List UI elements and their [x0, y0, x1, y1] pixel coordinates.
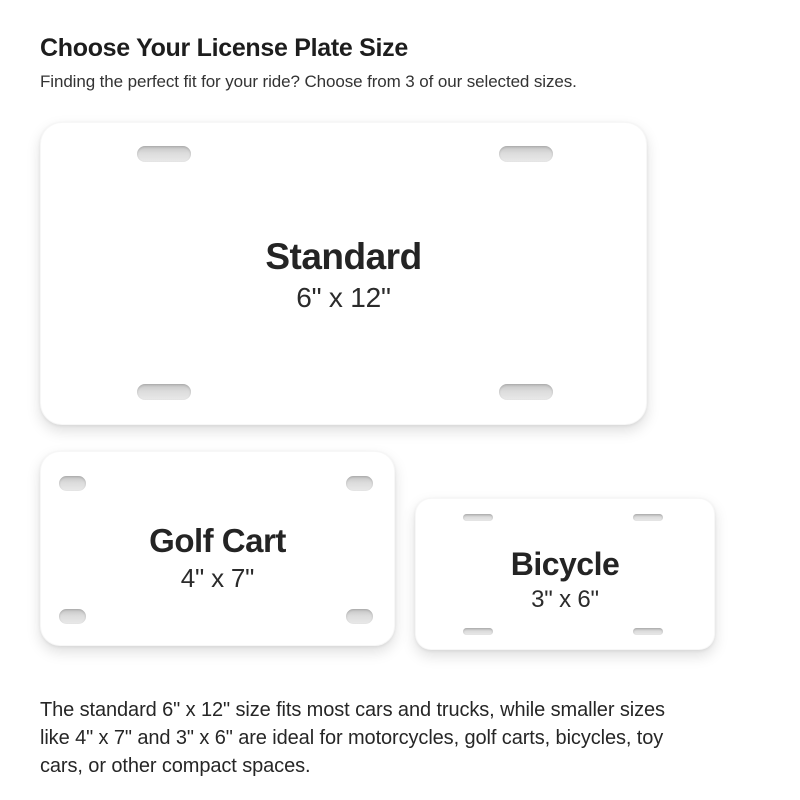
header: [40, 34, 760, 92]
plate-label: [265, 236, 421, 314]
mounting-hole-bottom-left: [59, 609, 86, 624]
description-line-3: cars, or other compact spaces.: [40, 755, 311, 777]
mounting-hole-bottom-right: [499, 384, 553, 400]
mounting-hole-bottom-left: [137, 384, 191, 400]
page-subtitle: Finding the perfect fit for your ride? Choose from 3 of our selected sizes.: [40, 72, 577, 91]
plate-size: 3" x 6": [531, 585, 599, 613]
mounting-hole-bottom-right: [633, 628, 663, 635]
plate-card-bicycle[interactable]: [415, 498, 715, 650]
mounting-hole-top-right: [499, 146, 553, 162]
plate-size: 6" x 12": [296, 281, 391, 313]
plate-name: Standard: [265, 236, 422, 278]
page-title: Choose Your License Plate Size: [40, 34, 408, 62]
plate-card-golf-cart[interactable]: [40, 451, 395, 646]
description-line-2: like 4" x 7" and 3" x 6" are ideal for motorcycles, golf carts, bicycles, toy: [40, 727, 664, 749]
mounting-hole-top-left: [137, 146, 191, 162]
mounting-hole-top-right: [346, 476, 373, 491]
plate-name: Bicycle: [510, 546, 620, 583]
plate-card-standard[interactable]: [40, 122, 647, 425]
mounting-hole-top-left: [59, 476, 86, 491]
mounting-hole-bottom-left: [463, 628, 493, 635]
mounting-hole-top-left: [463, 514, 493, 521]
mounting-hole-top-right: [633, 514, 663, 521]
size-description: [40, 696, 780, 780]
mounting-hole-bottom-right: [346, 609, 373, 624]
plate-label: [511, 547, 620, 615]
description-line-1: The standard 6" x 12" size fits most cars and trucks, while smaller sizes: [40, 699, 665, 721]
plate-label: [149, 523, 286, 594]
plate-name: Golf Cart: [149, 521, 286, 559]
plate-size: 4" x 7": [180, 562, 255, 593]
